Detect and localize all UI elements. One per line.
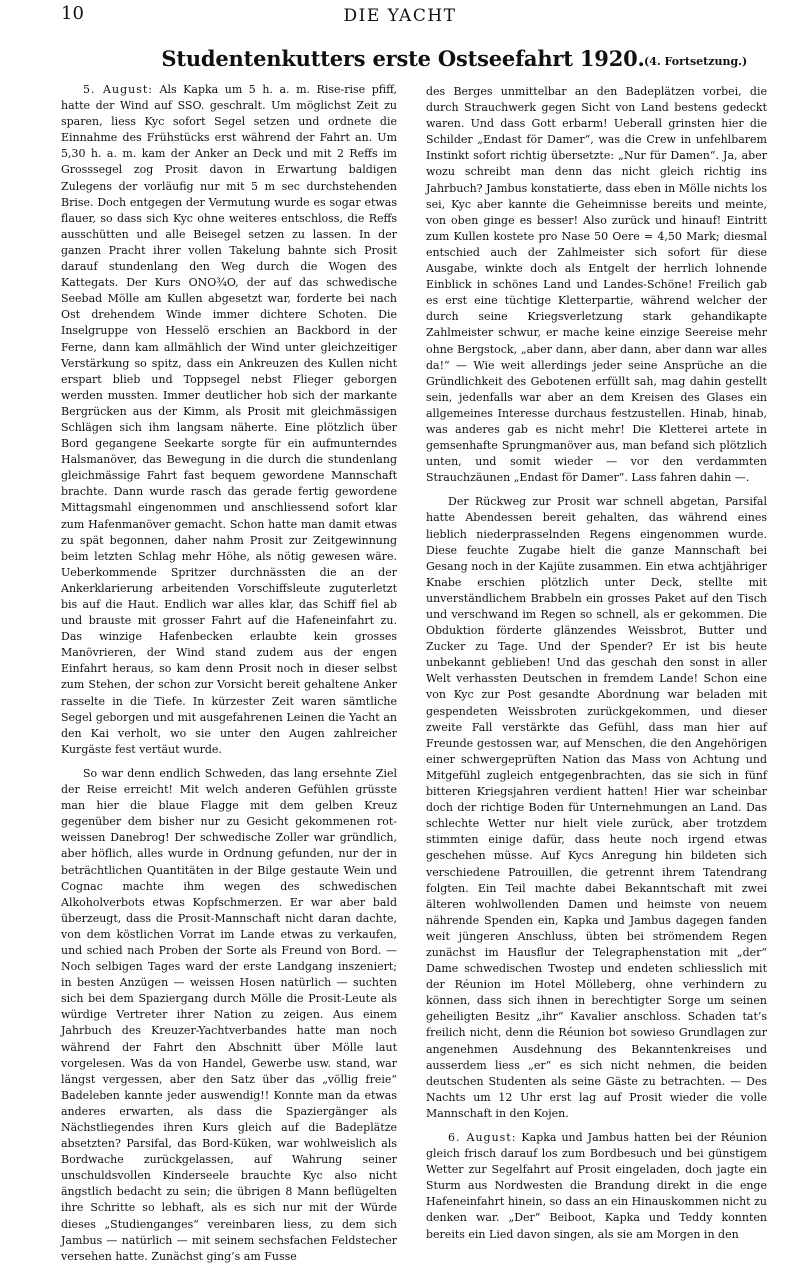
paragraph-text: Als Kapka um 5 h. a. m. Rise-rise pfiff, hatte der Wind auf SSO. geschralt. Um möglichst Zeit zu sparen, liess Kyc sofort Segel setzen und ordnete die Einnahme des Frühstücks erst während der Fahrt an. Um 5,30 h. a. m. kam der Anker an Deck und mit 2 Reffs im Grosssegel zog Prosit davon in Erwartung baldigen Zulegens der vorläufig nur mit 5 m sec durchstehenden Brise. Doch entgegen der Vermutung wurde es sogar etwas flauer, so dass sich Kyc ohne weiteres entschloss, die Reffs ausschütten und alle Beisegel setzen zu lassen. In der ganzen Pracht ihrer vollen Takelung bahnte sich Prosit darauf stundenlang den Weg durch die Wogen des Kattegats. Der Kurs ONO¾O, der auf das schwedische Seebad Mölle am Kullen abgesetzt war, forderte bei nach Ost drehendem Winde immer dichtere Schoten. Die Inselgruppe von Hesselö erschien an Backbord in der Ferne, dann kam allmählich der Wind unter gleichzeitiger Verstärkung so spitz, dass ein Ankreuzen des Kullen nicht erspart blieb und Toppsegel nebst Flieger geborgen werden mussten. Immer deutlicher hob sich der markante Bergrücken aus der Kimm, als Prosit mit gleichmässigen Schlägen sich ihm langsam näherte. Eine plötzlich über Bord gegangene Seekarte sorgte für ein aufmunterndes Halsmanöver, das Bewegung in die durch die stundenlang gleichmässige Fahrt fast bequem gewordene Mannschaft brachte. Dann wurde rasch das gerade fertig gewordene Mittagsmahl eingenommen und anschliessend sofort klar zum Hafenmanöver gemacht. Schon hatte man damit etwas zu spät begonnen, daher nahm Prosit zur Zeitgewinnung beim letzten Schlag mehr Höhe, als nötig gewesen wäre. Ueberkommende Spritzer durchnässten die an der Ankerklarierung arbeitenden Vorschiffsleute zuguterletzt bis auf die Haut. Endlich war alles klar, das Schiff fiel ab und brauste mit grosser Fahrt auf die Hafeneinfahrt zu. Das winzige Hafenbecken erlaubte kein grosses Manövrieren, der Wind stand zudem aus der engen Einfahrt heraus, so kam denn Prosit noch in dieser selbst zum Stehen, der schon zur Vorsicht bereit gehaltene Anker rasselte in die Tiefe. In kürzester Zeit waren sämtliche Segel geborgen und mit ausgefahrenen Leinen die Yacht an den Kai verholt, wo sie unter den Augen zahlreicher Kurgäste fest vertäut wurde. xyxy=(61,83,397,756)
page-number: 10 xyxy=(61,3,84,24)
left-column xyxy=(61,82,397,1273)
date-heading: 6. August: xyxy=(448,1131,517,1144)
paragraph-text: Der Rückweg zur Prosit war schnell abgetan, Parsifal hatte Abendessen bereit gehalten, das während eines lieblich niederprasselnden Regens eingenommen wurde. Diese feuchte Zugabe hielt die ganze Mannschaft bei Gesang noch in der Kajüte zusammen. Ein etwa achtjähriger Knabe erschien plötzlich unter Deck, stellte mit unverständlichem Brabbeln ein grosses Paket auf den Tisch und verschwand im Regen so schnell, als er gekommen. Die Obduktion förderte glänzendes Weissbrot, Butter und Zucker zu Tage. Und der Spender? Er ist bis heute unbekannt geblieben! Und das geschah den sonst in aller Welt verhassten Deutschen in fremdem Lande! Schon eine von Kyc zur Post gesandte Abordnung war beladen mit gespendeten Weissbroten zurückgekommen, und dieser zweite Fall verstärkte das Gefühl, dass man hier auf Freunde gestossen war, auf Menschen, die den Angehörigen einer schwergeprüften Nation das Mass von Achtung und Mitgefühl zugleich entgegenbrachten, das sie sich in fünf bitteren Kriegsjahren verdient hatten! Hier war scheinbar doch der richtige Boden für Unternehmungen an Land. Das schlechte Wetter nur hielt viele zurück, aber trotzdem stimmten einige dafür, dass heute noch irgend etwas geschehen müsse. Auf Kycs Anregung hin bildeten sich verschiedene Patrouillen, die getrennt ihrem Tatendrang folgten. Ein Teil machte dabei Bekanntschaft mit zwei älteren wohlwollenden Damen und heimste von neuem nährende Spenden ein, Kapka und Jambus dagegen fanden weit jüngeren Anschluss, übten bei strömendem Regen zunächst im Hausflur der Telegraphenstation mit „der“ Dame schwedischen Twostep und endeten schliesslich mit der Réunion im Hotel Mölleberg, ohne verhindern zu können, dass sich ihnen in berechtigter Sorge um seinen geheiligten Besitz „ihr“ Kavalier anschloss. Schaden tat’s freilich nicht, denn die Réunion bot sowieso Grundlagen zur angenehmen Ausdehnung des Bekanntenkreises und ausserdem liess „er“ es sich nicht nehmen, die beiden deutschen Studenten als seine Gäste zu betrachten. — Des Nachts um 12 Uhr erst lag auf Prosit wieder die volle Mannschaft in den Kojen. xyxy=(426,495,767,1120)
journal-title: DIE YACHT xyxy=(343,6,457,26)
paragraph xyxy=(61,82,397,758)
continuation-note: (4. Fortsetzung.) xyxy=(644,55,748,68)
paragraph xyxy=(426,84,767,486)
page-header xyxy=(0,0,800,30)
paragraph-text: Kapka und Jambus hatten bei der Réunion gleich frisch darauf los zum Bordbesuch und bei günstigem Wetter zur Segelfahrt auf Prosit eingeladen, doch jagte ein Sturm aus Nordwesten die Brandung direkt in die enge Hafeneinfahrt hinein, so dass an ein Hinauskommen nicht zu denken war. „Der“ Beiboot, Kapka und Teddy konnten bereits ein Lied davon singen, als sie am Morgen in den xyxy=(426,1131,767,1241)
paragraph xyxy=(426,1130,767,1243)
right-column xyxy=(426,84,767,1251)
paragraph-text: So war denn endlich Schweden, das lang ersehnte Ziel der Reise erreicht! Mit welch anderen Gefühlen grüsste man hier die blaue Flagge mit dem gelben Kreuz gegenüber dem bisher nur zu Gesicht gekommenen rot-weissen Danebrog! Der schwedische Zoller war gründlich, aber höflich, alles wurde in Ordnung gefunden, nur der in beträchtlichen Quantitäten in der Bilge gestaute Wein und Cognac machte ihm wegen des schwedischen Alkoholverbots etwas Kopfschmerzen. Er war aber bald überzeugt, dass die Prosit-Mannschaft nicht daran dachte, von dem köstlichen Vorrat im Lande etwas zu verkaufen, und schied nach Proben der Sorte als Freund von Bord. — Noch selbigen Tages ward der erste Landgang inszeniert; in besten Anzügen — weissen Hosen natürlich — suchten sich bei dem Spaziergang durch Mölle die Prosit-Leute als würdige Vertreter ihrer Nation zu zeigen. Aus einem Jahrbuch des Kreuzer-Yachtverbandes hatte man noch während der Fahrt den Abschnitt über Mölle laut vorgelesen. Was da von Handel, Gewerbe usw. stand, war längst vergessen, aber den Satz über das „völlig freie“ Badeleben kannte jeder auswendig!! Konnte man da etwas anderes erwarten, als dass die Spaziergänger als Nächstliegendes ihren Kurs gleich auf die Badeplätze absetzten? Parsifal, das Bord-Küken, war wohlweislich als Bordwache zurückgelassen, auf Wahrung seiner unschuldsvollen Kinderseele brauchte Kyc also nicht ängstlich bedacht zu sein; die übrigen 8 Mann beflügelten ihre Schritte so lebhaft, als es sich nur mit der Würde dieses „Studienganges“ vereinbaren liess, zu dem sich Jambus — natürlich — mit seinem sechsfachen Feldstecher versehen hatte. Zunächst ging’s am Fusse xyxy=(61,766,397,1263)
paragraph xyxy=(61,766,397,1265)
date-heading: 5. August: xyxy=(83,83,153,96)
paragraph-text: des Berges unmittelbar an den Badeplätzen vorbei, die durch Strauchwerk gegen Sicht von Land bestens gedeckt waren. Und dass Gott erbarm! Ueberall grinsten hier die Schilder „Endast för Damer“, was die Crew in unfehlbarem Instinkt sofort richtig übersetzte: „Nur für Damen“. Ja, aber wozu schreibt man denn das nicht gleich richtig ins Jahrbuch? Jambus konstatierte, dass eben in Mölle nichts los sei, Kyc aber kannte die Geheimnisse bereits und meinte, von oben ginge es besser! Also zurück und hinauf! Eintritt zum Kullen kostete pro Nase 50 Oere = 4,50 Mark; diesmal entschied auch der Zahlmeister sich sofort für diese Ausgabe, winkte doch als Entgelt der herrlich lohnende Einblick in schönes Land und Landes-Schöne! Freilich gab es erst eine tüchtige Kletterpartie, während welcher der durch seine Kriegsverletzung stark gehandikapte Zahlmeister schwur, er mache keine einzige Seereise mehr ohne Bergstock, „aber dann, aber dann, aber dann war alles da!“ — Wie weit allerdings jeder seine Ansprüche an die Gründlichkeit des Gebotenen erfüllt sah, mag dahin gestellt sein, jedenfalls war aber an dem Kreisen des Glases ein allgemeines Interesse durchaus festzustellen. Hinab, hinab, was anderes gab es nicht mehr! Die Kletterei artete in gemsenhafte Sprungmanöver aus, man befand sich plötzlich unten, und somit wieder — vor den verdammten Strauchzäunen „Endast för Damer“. Lass fahren dahin —. xyxy=(426,85,767,485)
paragraph xyxy=(426,494,767,1122)
article-title: Studentenkutters erste Ostseefahrt 1920. xyxy=(161,46,645,71)
